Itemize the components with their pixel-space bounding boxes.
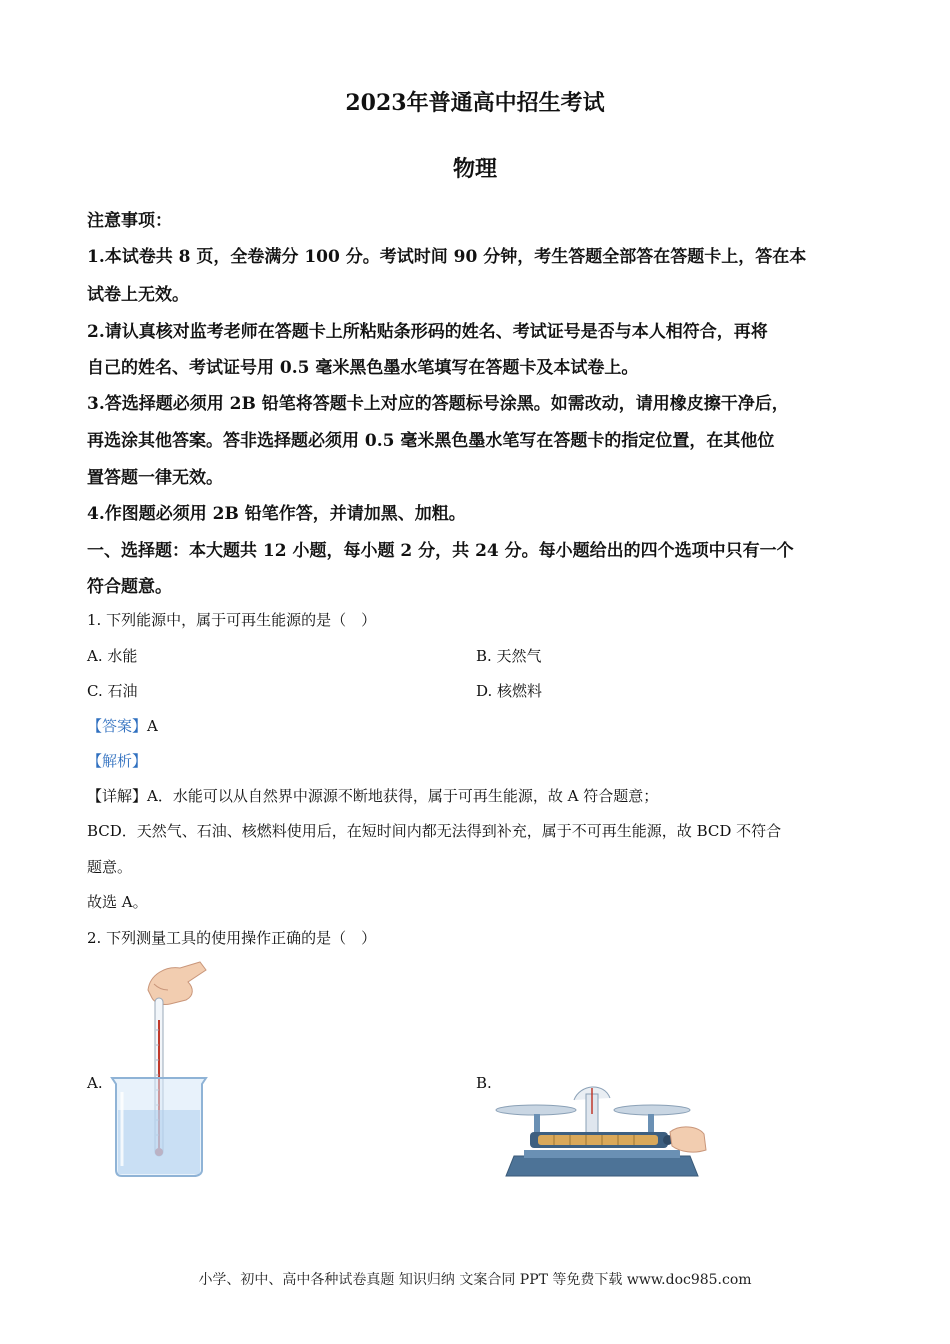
q1-detail-line: BCD．天然气、石油、核燃料使用后，在短时间内都无法得到补充，属于不可再生能源，故 BCD 不符合 [87,822,782,840]
notice-line: 2.请认真核对监考老师在答题卡上所粘贴条形码的姓名、考试证号是否与本人相符合，再将 [87,322,768,342]
notice-line: 再选涂其他答案。答非选择题必须用 0.5 毫米黑色墨水笔写在答题卡的指定位置，在其他位 [87,431,775,451]
notice-line: 自己的姓名、考试证号用 0.5 毫米黑色墨水笔填写在答题卡及本试卷上。 [87,358,639,378]
q1-stem: 1. 下列能源中，属于可再生能源的是（ ） [87,611,377,629]
q1-answer [87,715,158,736]
section-heading-cont: 符合题意。 [87,577,172,597]
notice-line: 置答题一律无效。 [87,468,223,488]
q2-option-a-label: A. [87,1074,103,1092]
q2-stem: 2. 下列测量工具的使用操作正确的是（ ） [87,929,377,947]
balance-scale-illustration [494,1080,710,1182]
q2-option-b-label: B. [476,1074,492,1092]
q1-conclusion: 故选 A。 [87,893,148,911]
exam-title: 2023年普通高中招生考试 [345,90,605,116]
answer-tag: 【答案】 [87,717,148,735]
q1-option-b: B. 天然气 [476,647,542,665]
answer-value: A [147,717,158,735]
q1-option-d: D. 核燃料 [476,682,543,700]
thermometer-beaker-illustration [108,960,218,1180]
detail-text: A．水能可以从自然界中源源不断地获得，属于可再生能源，故 A 符合题意； [147,787,659,805]
notice-line: 1.本试卷共 8 页，全卷满分 100 分。考试时间 90 分钟，考生答题全部答在答题卡上，答在本 [87,247,807,267]
notice-line: 3.答选择题必须用 2B 铅笔将答题卡上对应的答题标号涂黑。如需改动，请用橡皮擦干净后， [87,394,789,414]
subject-title: 物理 [452,156,497,182]
q1-option-c: C. 石油 [87,682,138,700]
detail-tag: 【详解】 [87,787,148,805]
q1-detail-line: 题意。 [87,858,133,876]
notice-line: 试卷上无效。 [87,285,189,305]
q1-detail [87,785,658,806]
page-footer: 小学、初中、高中各种试卷真题 知识归纳 文案合同 PPT 等免费下载 www.doc985.com [198,1272,752,1288]
notice-heading: 注意事项： [87,211,172,231]
analysis-tag: 【解析】 [87,752,148,770]
section-heading: 一、选择题：本大题共 12 小题，每小题 2 分，共 24 分。每小题给出的四个选项中只有一个 [87,541,794,561]
q1-option-a: A. 水能 [87,647,138,665]
notice-line: 4.作图题必须用 2B 铅笔作答，并请加黑、加粗。 [87,504,466,524]
